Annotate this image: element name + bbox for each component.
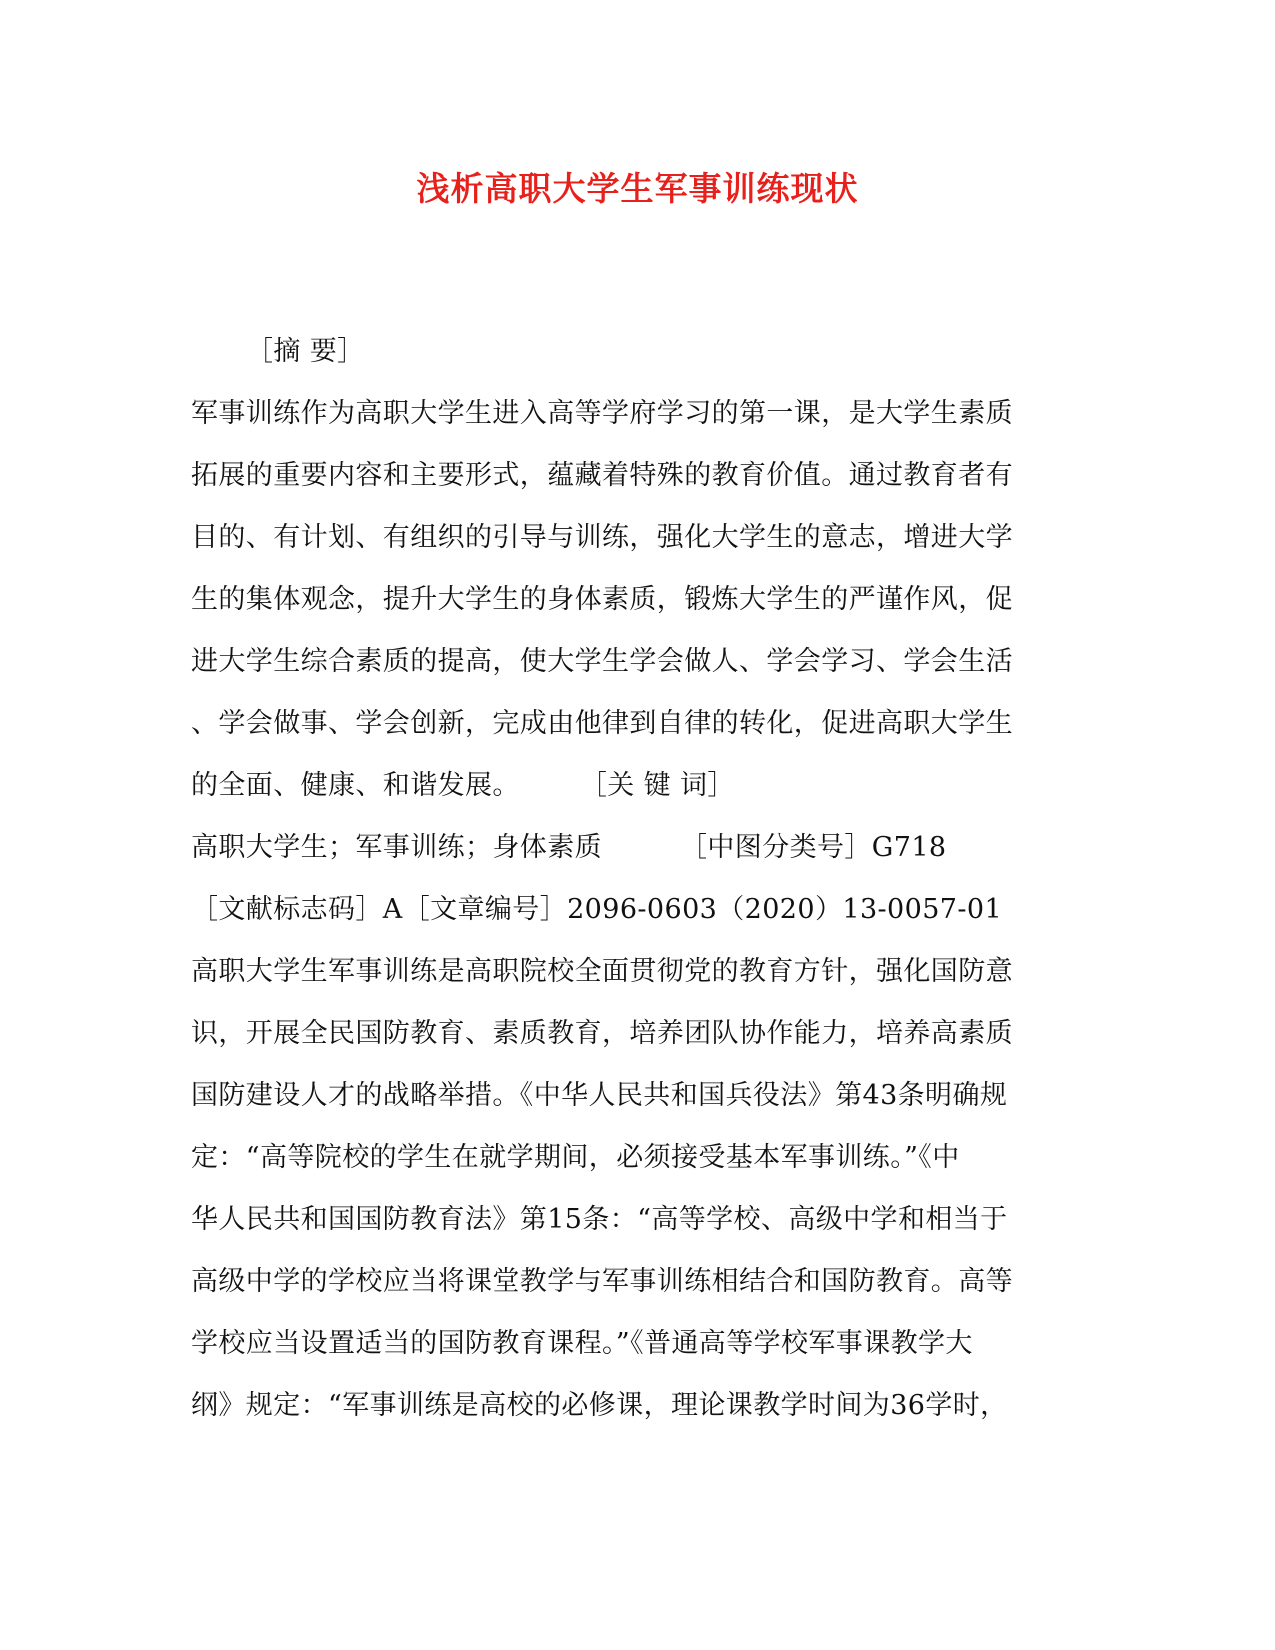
body-line-5: 华人民共和国国防教育法》第15条：“高等学校、高级中学和相当于 (191, 1204, 1008, 1235)
document-title: 浅析高职大学生军事训练现状 (416, 169, 859, 208)
abstract-line-6: 、学会做事、学会创新，完成由他律到自律的转化，促进高职大学生 (191, 708, 1013, 739)
body-line-1: 高职大学生军事训练是高职院校全面贯彻党的教育方针，强化国防意 (191, 956, 1013, 987)
abstract-line-3: 目的、有计划、有组织的引导与训练，强化大学生的意志，增进大学 (191, 522, 1013, 553)
body-line-2: 识，开展全民国防教育、素质教育，培养团队协作能力，培养高素质 (191, 1018, 1013, 1049)
body-line-3: 国防建设人才的战略举措。《中华人民共和国兵役法》第43条明确规 (191, 1080, 1008, 1111)
abstract-line-1: 军事训练作为高职大学生进入高等学府学习的第一课，是大学生素质 (191, 398, 1013, 429)
clc-number: ［中图分类号］G718 (680, 832, 947, 863)
body-line-4: 定：“高等院校的学生在就学期间，必须接受基本军事训练。”《中 (191, 1142, 960, 1173)
abstract-last-line (191, 766, 1071, 806)
keywords-text: 高职大学生；军事训练；身体素质 (191, 832, 602, 863)
document-code-line: ［文献标志码］A［文章编号］2096-0603（2020）13-0057-01 (191, 894, 1003, 925)
abstract-label: ［摘 要］ (246, 336, 365, 367)
abstract-line-7: 的全面、健康、和谐发展。 (191, 770, 520, 801)
body-line-8: 纲》规定：“军事训练是高校的必修课，理论课教学时间为36学时， (191, 1390, 1008, 1421)
body-line-6: 高级中学的学校应当将课堂教学与军事训练相结合和国防教育。高等 (191, 1266, 1013, 1297)
abstract-line-4: 生的集体观念，提升大学生的身体素质，锻炼大学生的严谨作风，促 (191, 584, 1013, 615)
keywords-label: ［关 键 词］ (579, 770, 735, 801)
keywords-line (191, 828, 1071, 868)
body-line-7: 学校应当设置适当的国防教育课程。”《普通高等学校军事课教学大 (191, 1328, 973, 1359)
abstract-line-2: 拓展的重要内容和主要形式，蕴藏着特殊的教育价值。通过教育者有 (191, 460, 1013, 491)
abstract-line-5: 进大学生综合素质的提高，使大学生学会做人、学会学习、学会生活 (191, 646, 1013, 677)
